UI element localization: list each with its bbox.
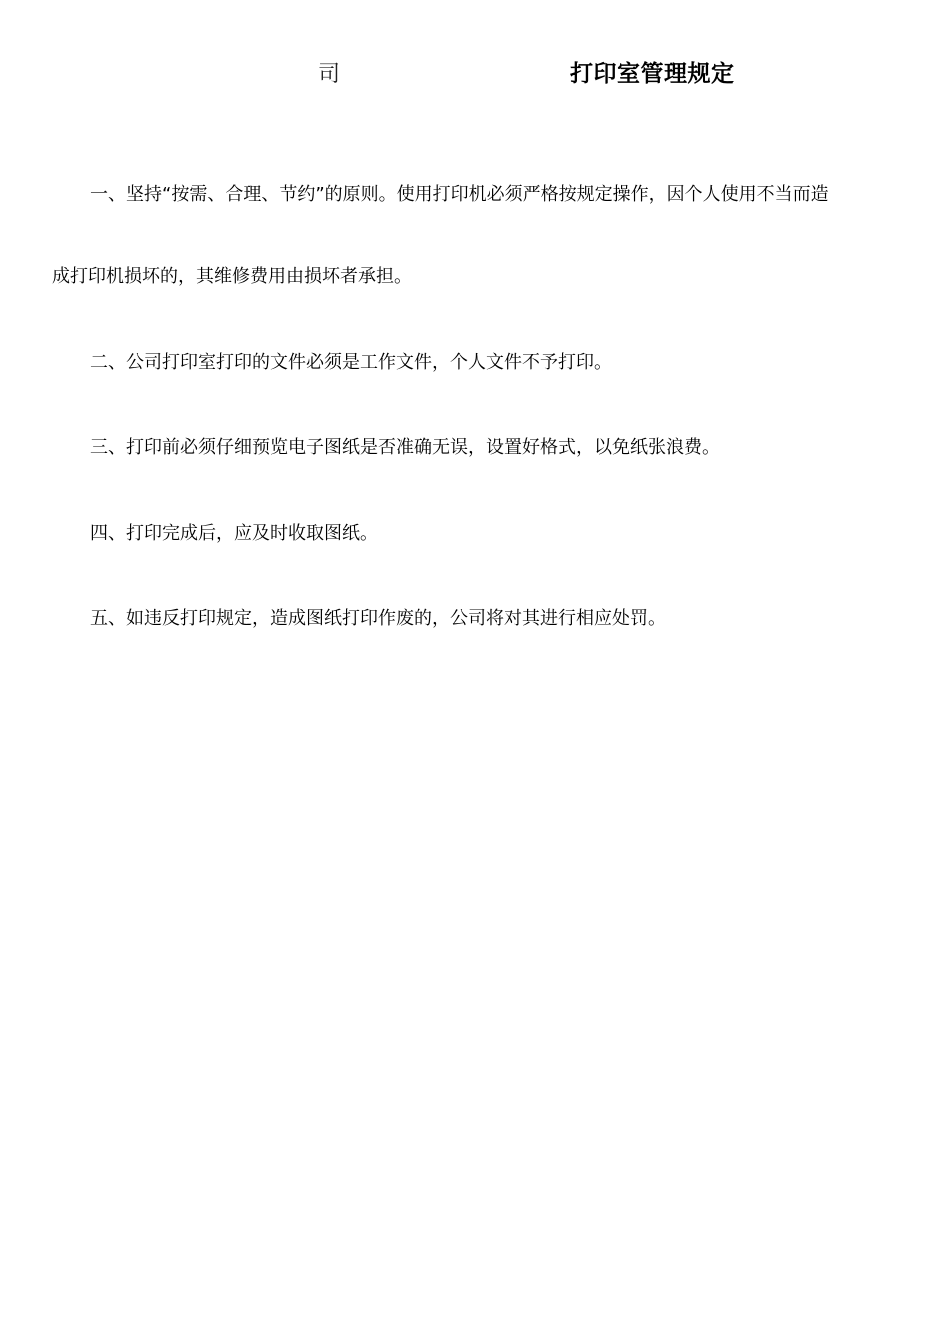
rule-1-line-1: 一、坚持“按需、合理、节约”的原则。使用打印机必须严格按规定操作，因个人使用不当而造 xyxy=(90,184,829,205)
rule-4: 四、打印完成后，应及时收取图纸。 xyxy=(90,523,378,544)
rule-2: 二、公司打印室打印的文件必须是工作文件，个人文件不予打印。 xyxy=(90,352,612,373)
header-fragment: 司 xyxy=(318,62,341,87)
rule-1-line-2: 成打印机损坏的，其维修费用由损坏者承担。 xyxy=(52,266,412,287)
rule-5: 五、如违反打印规定，造成图纸打印作废的，公司将对其进行相应处罚。 xyxy=(90,608,666,629)
rule-3: 三、打印前必须仔细预览电子图纸是否准确无误，设置好格式，以免纸张浪费。 xyxy=(90,437,720,458)
page-title: 打印室管理规定 xyxy=(570,61,735,87)
